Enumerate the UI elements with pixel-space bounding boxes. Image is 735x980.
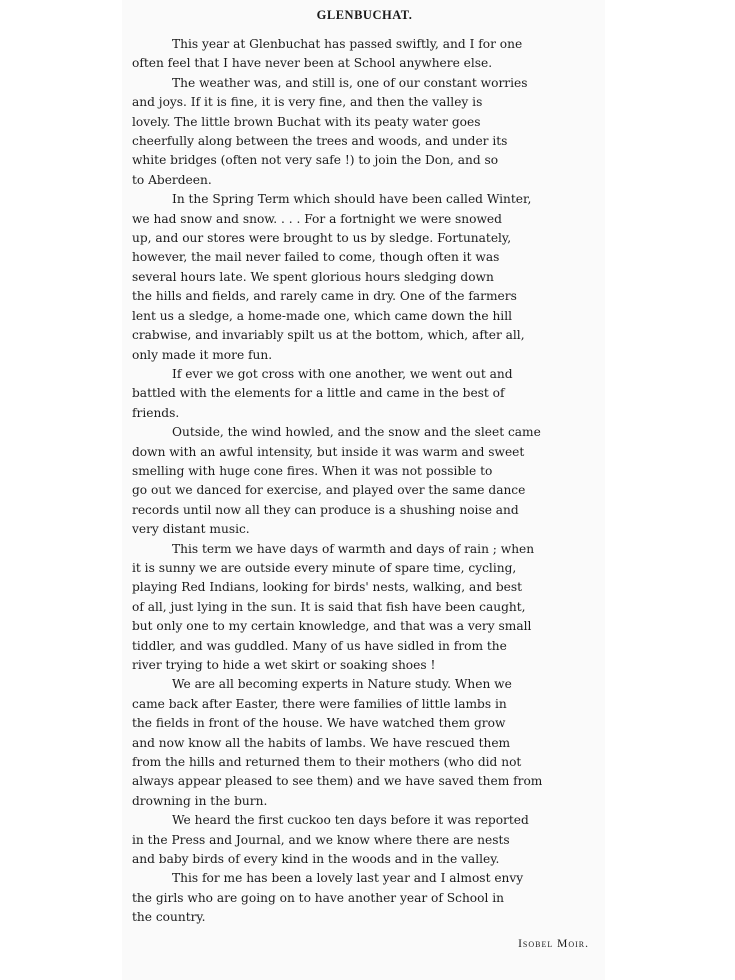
article-title: GLENBUCHAT. <box>316 8 413 22</box>
text-line: several hours late. We spent glorious hours sledging down <box>132 269 494 284</box>
text-line: This year at Glenbuchat has passed swiftly, and I for one <box>172 37 523 51</box>
text-line: down with an awful intensity, but inside it was warm and sweet <box>132 444 525 459</box>
text-line: up, and our stores were brought to us by sledge. Fortunately, <box>132 231 512 246</box>
text-line: of all, just lying in the sun. It is said that fish have been caught, <box>132 599 526 614</box>
text-line: cheerfully along between the trees and woods, and under its <box>132 134 508 149</box>
text-line: This for me has been a lovely last year and I almost envy <box>172 871 524 886</box>
document-page <box>122 0 605 980</box>
text-line: however, the mail never failed to come, though often it was <box>132 250 500 265</box>
text-line: lent us a sledge, a home-made one, which came down the hill <box>132 308 512 323</box>
text-line: drowning in the burn. <box>132 793 268 808</box>
text-line: the fields in front of the house. We have watched them grow <box>132 716 506 731</box>
text-line: very distant music. <box>132 522 250 537</box>
text-line: lovely. The little brown Buchat with its peaty water goes <box>132 114 481 129</box>
paragraph <box>132 811 597 869</box>
text-line: we had snow and snow. . . . For a fortnight we were snowed <box>132 211 502 226</box>
text-line: from the hills and returned them to their mothers (who did not <box>132 755 522 770</box>
text-line: and baby birds of every kind in the woods and in the valley. <box>132 852 500 867</box>
text-line: records until now all they can produce is a shushing noise and <box>132 502 519 517</box>
text-line: river trying to hide a wet skirt or soaking shoes ! <box>132 658 436 672</box>
text-line: friends. <box>132 405 180 420</box>
text-line: We heard the first cuckoo ten days before it was reported <box>172 813 529 828</box>
text-line: white bridges (often not very safe !) to join the Don, and so <box>132 153 499 168</box>
text-line: in the Press and Journal, and we know where there are nests <box>132 832 510 847</box>
text-line: always appear pleased to see them) and we have saved them from <box>132 774 543 789</box>
text-line: but only one to my certain knowledge, and that was a very small <box>132 619 532 634</box>
text-line: the girls who are going on to have another year of School in <box>132 890 504 905</box>
text-line: crabwise, and invariably spilt us at the bottom, which, after all, <box>132 328 525 343</box>
text-line: the hills and fields, and rarely came in dry. One of the farmers <box>132 289 517 304</box>
paragraph <box>132 869 597 927</box>
text-line: In the Spring Term which should have been called Winter, <box>172 192 532 207</box>
text-line: The weather was, and still is, one of our constant worries <box>172 75 528 90</box>
text-line: We are all becoming experts in Nature study. When we <box>172 677 512 692</box>
paragraph <box>132 74 597 190</box>
paragraph <box>132 423 597 539</box>
text-line: tiddler, and was guddled. Many of us have sidled in from the <box>132 638 507 653</box>
paragraph <box>132 540 597 676</box>
paragraph <box>132 365 597 423</box>
text-line: to Aberdeen. <box>132 172 212 187</box>
author-signature: Isobel Moir. <box>518 937 589 950</box>
text-line: often feel that I have never been at School anywhere else. <box>132 56 493 71</box>
text-line: the country. <box>132 910 206 925</box>
article-body <box>132 35 597 928</box>
text-line: battled with the elements for a little and came in the best of <box>132 386 505 401</box>
text-line: it is sunny we are outside every minute of spare time, cycling, <box>132 560 517 575</box>
text-line: Outside, the wind howled, and the snow and the sleet came <box>172 425 541 440</box>
article <box>132 8 597 950</box>
text-line: came back after Easter, there were families of little lambs in <box>132 696 507 711</box>
text-line: smelling with huge cone fires. When it was not possible to <box>132 463 493 478</box>
text-line: playing Red Indians, looking for birds' nests, walking, and best <box>132 580 523 595</box>
text-line: go out we danced for exercise, and played over the same dance <box>132 483 526 498</box>
text-line: only made it more fun. <box>132 347 273 362</box>
text-line: and now know all the habits of lambs. We have rescued them <box>132 735 511 750</box>
paragraph <box>132 190 597 365</box>
text-line: If ever we got cross with one another, we went out and <box>172 366 513 381</box>
paragraph <box>132 35 597 74</box>
paragraph <box>132 675 597 811</box>
text-line: and joys. If it is fine, it is very fine, and then the valley is <box>132 95 483 110</box>
text-line: This term we have days of warmth and days of rain ; when <box>172 541 535 556</box>
